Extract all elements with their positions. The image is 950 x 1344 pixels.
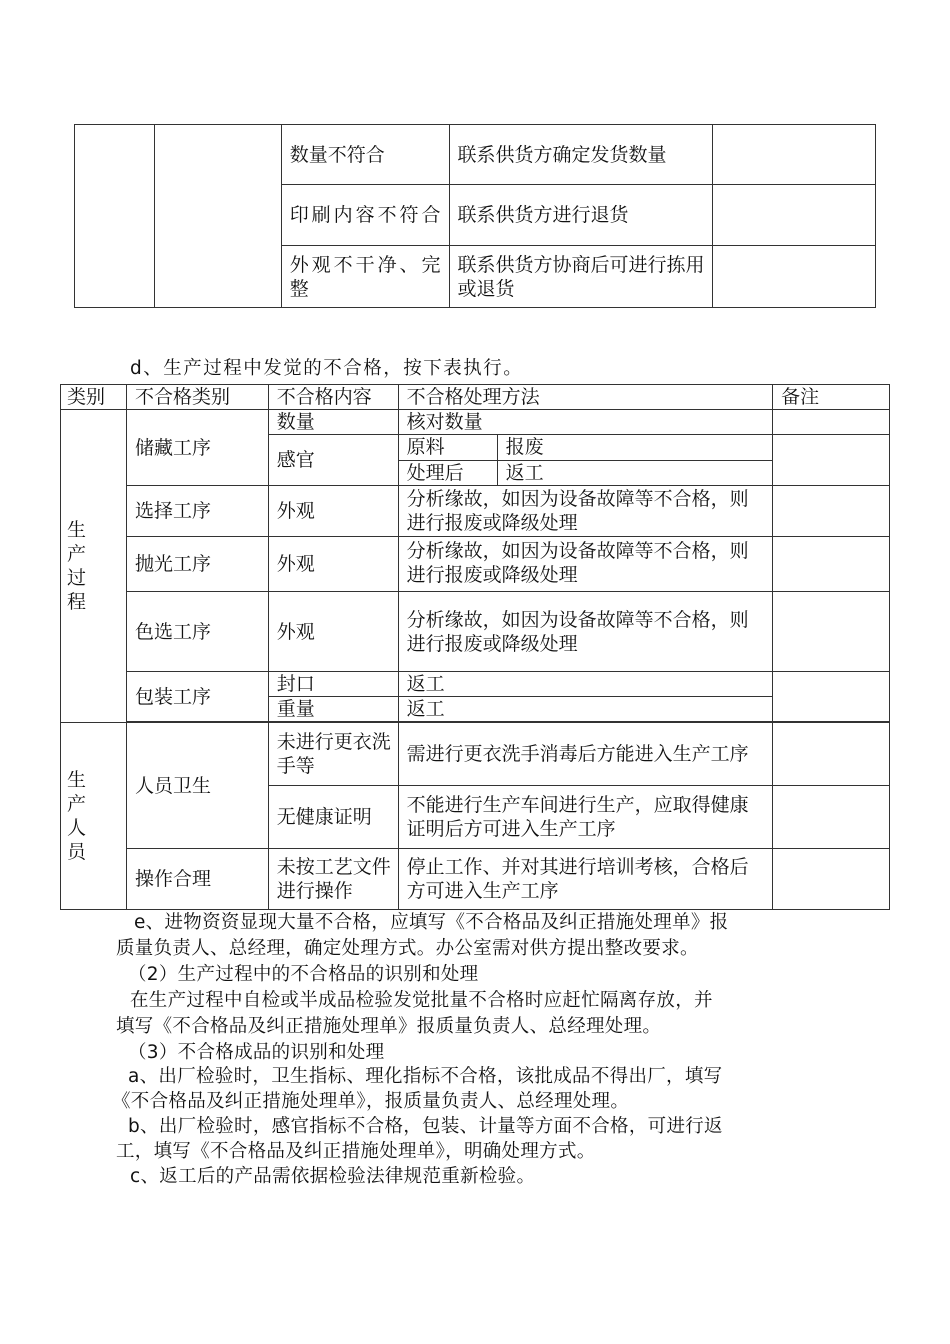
table-cell: 返工: [398, 672, 772, 697]
header-nc-content: 不合格内容: [268, 385, 398, 410]
table-cell: 外观: [268, 537, 398, 592]
remark-cell: [713, 125, 876, 185]
section-2-heading: （2）生产过程中的不合格品的识别和处理: [128, 964, 479, 985]
process-polish: 抛光工序: [126, 537, 268, 592]
table-cell: 联系供货方确定发货数量: [449, 125, 713, 185]
section-3-heading: （3）不合格成品的识别和处理: [128, 1042, 385, 1063]
paragraph-a-line2: 《不合格品及纠正措施处理单》，报质量负责人、总经理处理。: [112, 1091, 630, 1112]
category-cell: [75, 125, 155, 308]
table-cell: 分析缘故，如因为设备故障等不合格，则进行报废或降级处理: [398, 592, 772, 672]
table-cell: 未进行更衣洗手等: [268, 723, 398, 786]
production-nonconformance-table: [60, 384, 890, 910]
category-production-process: 生产过程: [61, 410, 127, 723]
table-cell: 无健康证明: [268, 786, 398, 849]
header-nc-category: 不合格类别: [126, 385, 268, 410]
remark-cell: [713, 246, 876, 308]
paragraph-c: c、返工后的产品需依据检验法律规范重新检验。: [130, 1166, 536, 1187]
paragraph-b-line1: b、出厂检验时，感官指标不合格，包装、计量等方面不合格，可进行返: [128, 1116, 723, 1137]
process-storage: 储藏工序: [126, 410, 268, 486]
process-packaging: 包装工序: [126, 672, 268, 722]
remark-cell: [773, 410, 890, 435]
remark-cell: [713, 185, 876, 246]
subcategory-cell: [154, 125, 281, 308]
table-cell: 返工: [398, 697, 772, 722]
table-cell: 处理后: [399, 460, 498, 485]
remark-cell: [773, 435, 890, 486]
remark-cell: [773, 537, 890, 592]
remark-cell: [773, 672, 890, 722]
table-cell: 外观不干净、完整: [281, 246, 449, 308]
paragraph-e-line2: 质量负责人、总经理，确定处理方式。办公室需对供方提出整改要求。: [116, 938, 699, 959]
table-cell: 感官: [268, 435, 398, 486]
process-operation: 操作合理: [126, 849, 268, 910]
paragraph-b-line2: 工，填写《不合格品及纠正措施处理单》，明确处理方式。: [116, 1141, 596, 1162]
remark-cell: [773, 849, 890, 910]
paragraph-a-line1: a、出厂检验时，卫生指标、理化指标不合格，该批成品不得出厂，填写: [128, 1066, 723, 1087]
table-cell: 未按工艺文件进行操作: [268, 849, 398, 910]
category-production-personnel: 生产人员: [61, 723, 127, 910]
remark-cell: [773, 786, 890, 849]
table-cell: 报废: [497, 435, 772, 460]
paragraph-e-line1: e、进物资资显现大量不合格，应填写《不合格品及纠正措施处理单》报: [134, 912, 729, 933]
header-remark: 备注: [773, 385, 890, 410]
remark-cell: [773, 486, 890, 537]
table-cell: 原料: [399, 435, 498, 460]
table-cell: 返工: [505, 461, 544, 484]
section-d-heading: d、生产过程中发觉的不合格，按下表执行。: [130, 358, 524, 379]
remark-cell: [773, 592, 890, 672]
table-cell: 联系供货方协商后可进行拣用或退货: [449, 246, 713, 308]
table-cell: 印刷内容不符合: [281, 185, 449, 246]
incoming-nonconformance-table: [74, 124, 876, 308]
paragraph-2-line1: 在生产过程中自检或半成品检验发觉批量不合格时应赶忙隔离存放，并: [130, 990, 713, 1011]
table-cell: 需进行更衣洗手消毒后方能进入生产工序: [398, 723, 772, 786]
sense-subtable-cell: [398, 435, 772, 486]
process-personnel-hygiene: 人员卫生: [126, 723, 268, 849]
table-cell: 分析缘故，如因为设备故障等不合格，则进行报废或降级处理: [398, 486, 772, 537]
table-cell: 数量: [268, 410, 398, 435]
remark-cell: [773, 723, 890, 786]
table-cell: 分析缘故，如因为设备故障等不合格，则进行报废或降级处理: [398, 537, 772, 592]
header-nc-method: 不合格处理方法: [398, 385, 772, 410]
table-cell: 重量: [268, 697, 398, 722]
table-cell: 外观: [268, 486, 398, 537]
table-cell: 核对数量: [398, 410, 772, 435]
header-category: 类别: [61, 385, 127, 410]
table-cell: 外观: [268, 592, 398, 672]
process-color-sort: 色选工序: [126, 592, 268, 672]
table-cell: 封口: [268, 672, 398, 697]
paragraph-2-line2: 填写《不合格品及纠正措施处理单》报质量负责人、总经理处理。: [116, 1016, 662, 1037]
process-select: 选择工序: [126, 486, 268, 537]
table-cell: 停止工作、并对其进行培训考核，合格后方可进入生产工序: [398, 849, 772, 910]
sense-subtable: [399, 435, 772, 485]
table-cell: 数量不符合: [281, 125, 449, 185]
table-cell: 不能进行生产车间进行生产，应取得健康证明后方可进入生产工序: [398, 786, 772, 849]
table-cell: 联系供货方进行退货: [449, 185, 713, 246]
